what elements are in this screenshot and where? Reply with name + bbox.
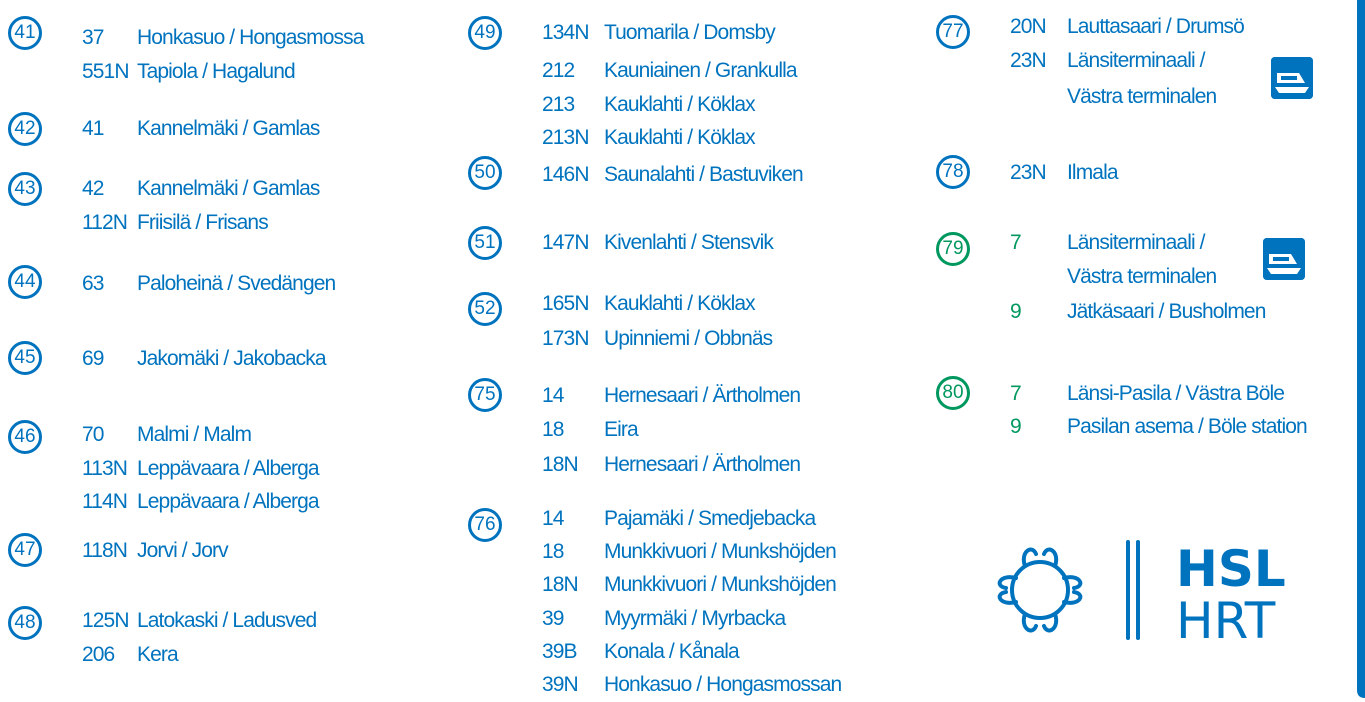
route-destination: Myyrmäki / Myrbacka [604, 607, 786, 630]
route-number: 18 [542, 540, 564, 563]
route-destination: Västra terminalen [1067, 265, 1217, 288]
route-number: 63 [82, 272, 104, 295]
route-number: 125N [82, 609, 129, 632]
route-destination: Länsiterminaali / [1067, 49, 1205, 72]
route-destination: Västra terminalen [1067, 85, 1217, 108]
route-number: 112N [82, 211, 128, 234]
route-destination: Honkasuo / Hongasmossa [137, 26, 364, 49]
route-number: 20N [1010, 15, 1046, 38]
route-destination: Jätkäsaari / Busholmen [1067, 300, 1266, 323]
stop-badge-47: 47 [8, 533, 42, 567]
stop-badge-42: 42 [8, 112, 42, 146]
stop-badge-49: 49 [468, 16, 502, 50]
route-number: 37 [82, 26, 104, 49]
route-destination: Jorvi / Jorv [137, 539, 228, 562]
route-destination: Upinniemi / Obbnäs [604, 327, 773, 350]
route-number: 18N [542, 573, 578, 596]
logo-text-hsl: HSL [1176, 540, 1286, 598]
route-destination: Kauniainen / Grankulla [604, 59, 797, 82]
route-destination: Kannelmäki / Gamlas [137, 117, 320, 140]
route-number: 113N [82, 457, 128, 480]
route-number: 18N [542, 453, 578, 476]
ferry-icon [1263, 238, 1305, 280]
route-destination: Länsiterminaali / [1067, 231, 1205, 254]
route-destination: Malmi / Malm [137, 423, 252, 446]
route-destination: Konala / Kånala [604, 640, 739, 663]
route-number: 14 [542, 384, 564, 407]
stop-badge-77: 77 [936, 15, 970, 49]
route-number: 39B [542, 640, 577, 663]
route-destination: Kauklahti / Köklax [604, 126, 755, 149]
stop-badge-51: 51 [468, 226, 502, 260]
route-destination: Munkkivuori / Munkshöjden [604, 573, 836, 596]
route-number: 212 [542, 59, 575, 82]
route-number: 42 [82, 177, 104, 200]
route-number: 7 [1010, 231, 1021, 254]
route-number: 7 [1010, 382, 1021, 405]
route-number: 213N [542, 126, 589, 149]
ferry-icon [1271, 57, 1313, 99]
route-destination: Kivenlahti / Stensvik [604, 231, 774, 254]
route-number: 14 [542, 507, 564, 530]
stop-badge-50: 50 [468, 156, 502, 190]
route-destination: Hernesaari / Ärtholmen [604, 384, 801, 407]
route-destination: Munkkivuori / Munkshöjden [604, 540, 836, 563]
route-number: 39N [542, 673, 578, 696]
stop-badge-79: 79 [936, 232, 970, 266]
route-destination: Pasilan asema / Böle station [1067, 415, 1307, 438]
route-number: 9 [1010, 300, 1021, 323]
route-number: 173N [542, 327, 589, 350]
stop-badge-78: 78 [936, 155, 970, 189]
stop-badge-43: 43 [8, 172, 42, 206]
route-destination: Kera [137, 643, 178, 666]
stop-badge-44: 44 [8, 265, 42, 299]
route-destination: Pajamäki / Smedjebacka [604, 507, 816, 530]
stop-badge-75: 75 [468, 378, 502, 412]
logo-text-hrt: HRT [1176, 592, 1276, 650]
route-destination: Eira [604, 418, 638, 441]
hsl-logo-icon [980, 530, 1300, 650]
route-number: 9 [1010, 415, 1021, 438]
route-destination: Latokaski / Ladusved [137, 609, 317, 632]
route-destination: Kannelmäki / Gamlas [137, 177, 320, 200]
stop-badge-52: 52 [468, 292, 502, 326]
hsl-logo [980, 530, 1300, 650]
route-destination: Tapiola / Hagalund [137, 60, 295, 83]
route-destination: Hernesaari / Ärtholmen [604, 453, 801, 476]
route-number: 118N [82, 539, 128, 562]
route-destination: Tuomarila / Domsby [604, 21, 775, 44]
route-number: 18 [542, 418, 564, 441]
stop-badge-46: 46 [8, 420, 42, 454]
route-destination: Saunalahti / Bastuviken [604, 163, 803, 186]
route-number: 41 [82, 117, 104, 140]
stop-badge-48: 48 [8, 606, 42, 640]
route-destination: Kauklahti / Köklax [604, 93, 755, 116]
stop-badge-45: 45 [8, 341, 42, 375]
route-destination: Jakomäki / Jakobacka [137, 347, 326, 370]
route-number: 23N [1010, 49, 1046, 72]
route-number: 146N [542, 163, 589, 186]
route-number: 147N [542, 231, 589, 254]
route-number: 213 [542, 93, 575, 116]
route-destination: Paloheinä / Svedängen [137, 272, 336, 295]
route-number: 134N [542, 21, 589, 44]
route-number: 551N [82, 60, 129, 83]
route-number: 23N [1010, 161, 1046, 184]
edge-bar [1353, 0, 1365, 702]
route-destination: Kauklahti / Köklax [604, 292, 755, 315]
stop-badge-80: 80 [936, 376, 970, 410]
route-destination: Leppävaara / Alberga [137, 457, 319, 480]
route-destination: Länsi-Pasila / Västra Böle [1067, 382, 1285, 405]
route-destination: Ilmala [1067, 161, 1118, 184]
route-number: 206 [82, 643, 115, 666]
route-number: 69 [82, 347, 104, 370]
route-destination: Leppävaara / Alberga [137, 490, 319, 513]
route-number: 70 [82, 423, 104, 446]
route-destination: Lauttasaari / Drumsö [1067, 15, 1244, 38]
stop-badge-41: 41 [8, 16, 42, 50]
route-destination: Honkasuo / Hongasmossan [604, 673, 842, 696]
route-number: 114N [82, 490, 128, 513]
route-destination: Friisilä / Frisans [137, 211, 268, 234]
route-number: 39 [542, 607, 564, 630]
route-number: 165N [542, 292, 589, 315]
stop-badge-76: 76 [468, 508, 502, 542]
